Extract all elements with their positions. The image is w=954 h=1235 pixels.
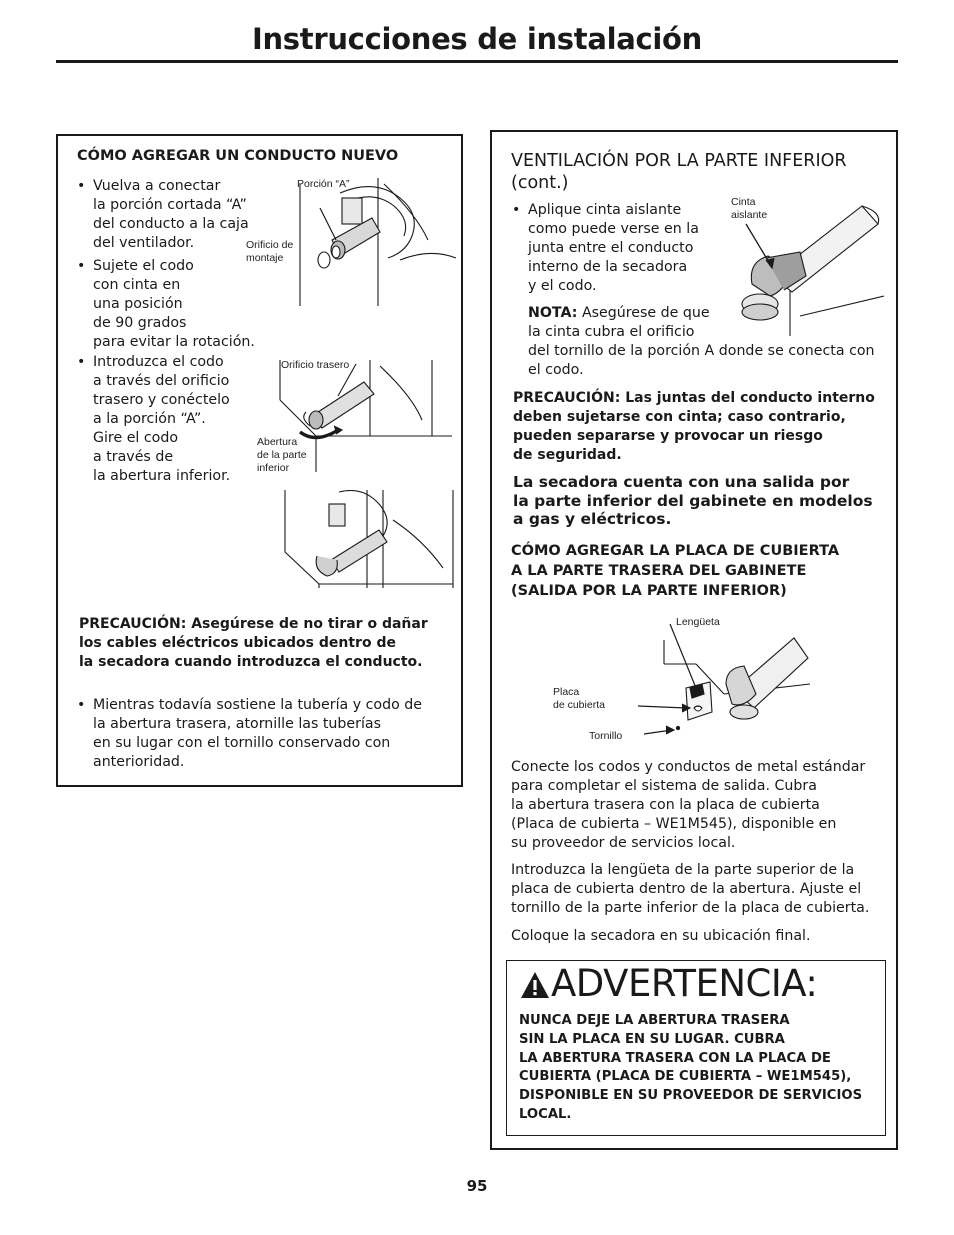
text-line: su proveedor de servicios local. — [511, 835, 736, 851]
label-placa-cubierta — [553, 686, 605, 712]
label-cinta-aislante — [731, 196, 767, 222]
text-line: LA ABERTURA TRASERA CON LA PLACA DE — [519, 1050, 831, 1066]
caution-wires — [79, 615, 428, 672]
text-line: PRECAUCIÓN: Asegúrese de no tirar o dañar — [79, 616, 428, 632]
text-line: la porción cortada “A” — [93, 197, 247, 213]
bullet-tape-elbow — [77, 257, 255, 352]
text-line: montaje — [246, 252, 284, 264]
bullet-marker: • — [77, 178, 86, 194]
text-line: Aplique cinta aislante — [528, 202, 682, 218]
text-line: del tornillo de la porción A donde se conecta con — [528, 343, 875, 359]
text-line: inferior — [257, 462, 290, 474]
caution-tape-joints — [513, 389, 875, 465]
label-porcion-a: Porción “A” — [297, 178, 350, 190]
new-duct-heading: CÓMO AGREGAR UN CONDUCTO NUEVO — [77, 148, 399, 164]
page-number: 95 — [466, 1177, 488, 1195]
paragraph-place-dryer: Coloque la secadora en su ubicación final. — [511, 928, 811, 944]
warning-text — [519, 1012, 862, 1125]
text-line: trasero y conéctelo — [93, 392, 230, 408]
text-line: a la porción “A”. — [93, 411, 206, 427]
text-line: aislante — [731, 209, 768, 221]
cover-plate-illustration — [614, 624, 810, 748]
paragraph-connect-elbows — [511, 758, 865, 853]
text-line: los cables eléctricos ubicados dentro de — [79, 635, 396, 651]
note-text: Asegúrese de que — [577, 305, 710, 321]
text-line: para completar el sistema de salida. Cubra — [511, 778, 817, 794]
bullet-marker: • — [77, 697, 86, 713]
label-orificio-trasero: Orificio trasero — [281, 359, 350, 371]
text-line: para evitar la rotación. — [93, 334, 255, 350]
bottom-outlet-note — [513, 473, 873, 529]
text-line: LOCAL. — [519, 1106, 572, 1122]
text-line: de la parte — [257, 449, 307, 461]
text-line: una posición — [93, 296, 183, 312]
text-line: Abertura — [257, 436, 298, 448]
text-line: Placa — [553, 686, 580, 698]
text-line: Sujete el codo — [93, 258, 194, 274]
bottom-venting-heading — [511, 150, 847, 194]
warning-triangle-icon — [520, 971, 550, 999]
text-line: placa de cubierta dentro de la abertura. Ajuste el — [511, 881, 862, 897]
bullet-marker: • — [77, 258, 86, 274]
paragraph-insert-tab — [511, 861, 869, 918]
label-abertura-inferior — [257, 436, 307, 475]
bullet-marker: • — [77, 354, 86, 370]
text-line: en su lugar con el tornillo conservado con — [93, 735, 391, 751]
text-line: y el codo. — [528, 278, 597, 294]
text-line: Gire el codo — [93, 430, 179, 446]
cover-plate-heading — [511, 541, 839, 601]
text-line: junta entre el conducto — [528, 240, 694, 256]
text-line: Mientras todavía sostiene la tubería y codo de — [93, 697, 423, 713]
text-line: a través de — [93, 449, 174, 465]
label-tornillo: Tornillo — [589, 730, 623, 742]
text-line: de 90 grados — [93, 315, 187, 331]
text-line: CÓMO AGREGAR LA PLACA DE CUBIERTA — [511, 543, 840, 559]
text-line: VENTILACIÓN POR LA PARTE INFERIOR — [511, 151, 847, 171]
text-line: con cinta en — [93, 277, 181, 293]
text-line: la secadora cuando introduzca el conducto. — [79, 654, 423, 670]
text-line: A LA PARTE TRASERA DEL GABINETE — [511, 563, 807, 579]
label-lengueta: Lengüeta — [676, 616, 720, 628]
text-line: Cinta — [731, 196, 756, 208]
text-line: la parte inferior del gabinete en modelos — [513, 491, 873, 510]
text-line: PRECAUCIÓN: Las juntas del conducto interno — [513, 390, 875, 406]
text-line: del ventilador. — [93, 235, 195, 251]
label-orificio-montaje — [246, 239, 293, 265]
text-line: la abertura trasera con la placa de cubierta — [511, 797, 820, 813]
bullet-screw-pipes — [77, 696, 423, 772]
text-line: Introduzca el codo — [93, 354, 224, 370]
text-line: DISPONIBLE EN SU PROVEEDOR DE SERVICIOS — [519, 1088, 863, 1104]
text-line: Vuelva a conectar — [93, 178, 221, 194]
text-line: la abertura trasera, atornille las tuberías — [93, 716, 382, 732]
text-line: tornillo de la parte inferior de la placa de cubierta. — [511, 900, 870, 916]
text-line: Conecte los codos y conductos de metal estándar — [511, 759, 866, 775]
bullet-insert-elbow — [77, 353, 231, 486]
text-line: Introduzca la lengüeta de la parte superior de la — [511, 862, 855, 878]
note-label: NOTA: — [528, 305, 578, 321]
text-line: del conducto a la caja — [93, 216, 249, 232]
text-line: La secadora cuenta con una salida por — [513, 473, 850, 491]
elbow-bottom-opening-illustration — [283, 490, 455, 588]
warning-heading: ADVERTENCIA: — [551, 962, 818, 1005]
reconnect-duct-illustration — [280, 178, 460, 310]
text-line: la abertura inferior. — [93, 468, 231, 484]
text-line: (SALIDA POR LA PARTE INFERIOR) — [511, 583, 787, 599]
text-line: como puede verse en la — [528, 221, 699, 237]
text-line: de cubierta — [553, 699, 605, 711]
text-line: Orificio de — [246, 239, 294, 251]
text-line: a través del orificio — [93, 373, 230, 389]
text-line: NUNCA DEJE LA ABERTURA TRASERA — [519, 1013, 790, 1028]
text-line: (cont.) — [511, 173, 569, 193]
text-line: (Placa de cubierta – WE1M545), disponible en — [511, 816, 837, 832]
text-line: interno de la secadora — [528, 259, 688, 275]
text-line: SIN LA PLACA EN SU LUGAR. CUBRA — [519, 1031, 785, 1047]
bullet-reconnect — [77, 177, 249, 253]
text-line: CUBIERTA (PLACA DE CUBIERTA – WE1M545), — [519, 1069, 852, 1085]
text-line: anterioridad. — [93, 754, 185, 770]
text-line: a gas y eléctricos. — [513, 510, 672, 528]
text-line: la cinta cubra el orificio — [528, 324, 695, 340]
title-divider — [56, 60, 898, 63]
bullet-apply-tape — [512, 201, 699, 296]
bullet-marker: • — [512, 202, 521, 218]
page-title: Instrucciones de instalación — [251, 22, 703, 56]
text-line: el codo. — [528, 362, 584, 378]
text-line: de seguridad. — [513, 447, 622, 463]
text-line: deben sujetarse con cinta; caso contrario, — [513, 409, 846, 425]
text-line: pueden separarse y provocar un riesgo — [513, 428, 823, 444]
